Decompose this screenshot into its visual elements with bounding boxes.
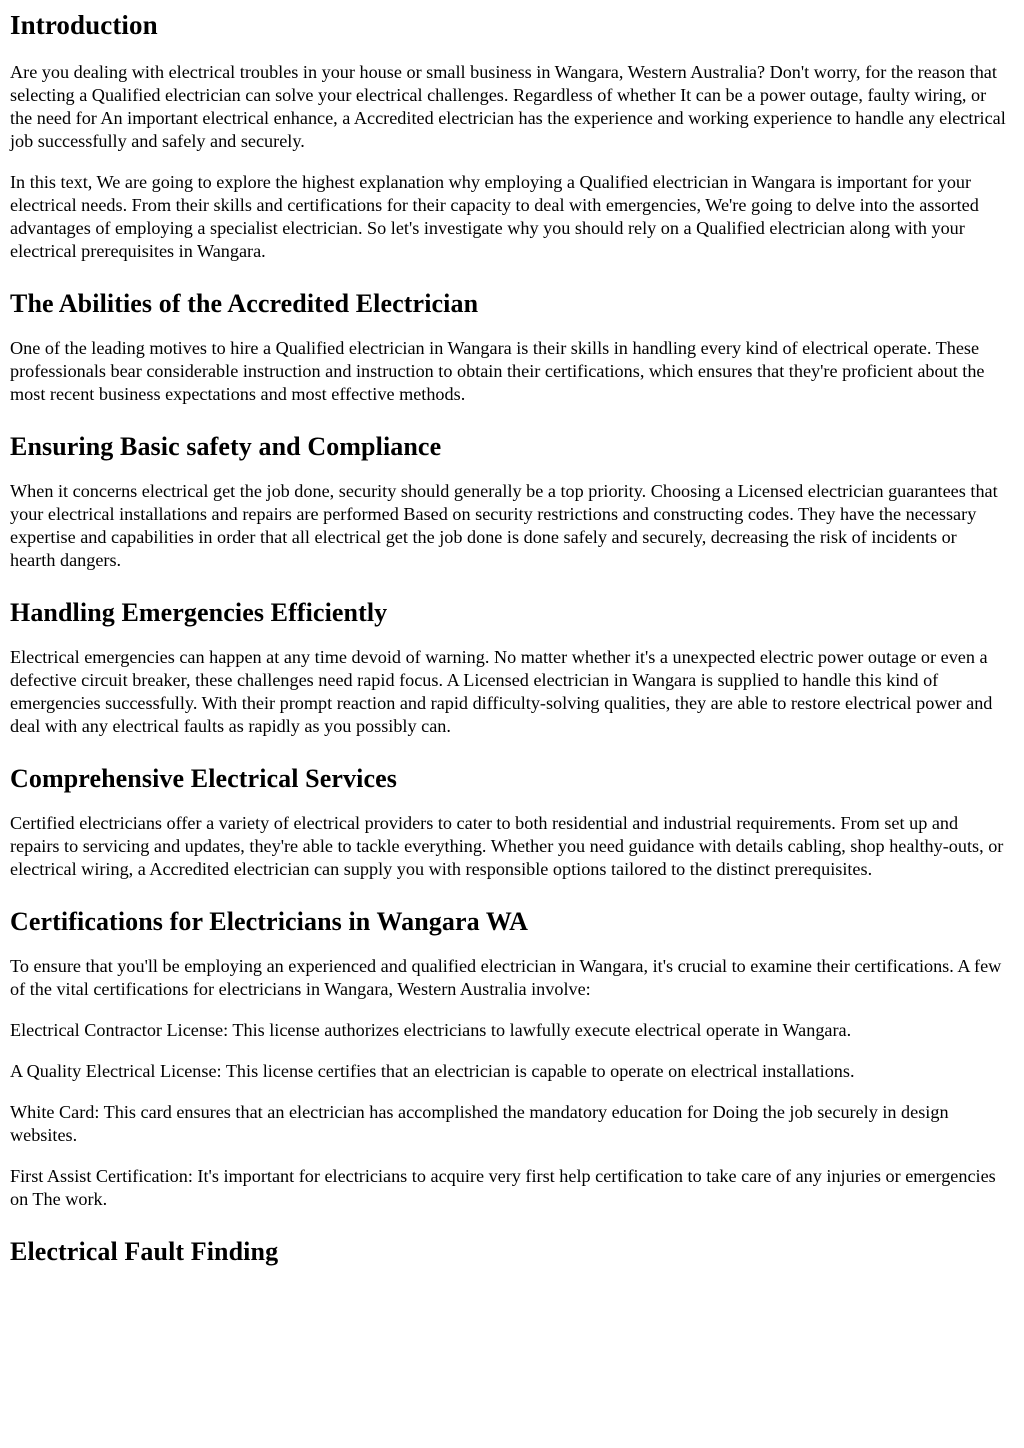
section-heading-electrical-fault-finding: Electrical Fault Finding	[10, 1237, 279, 1266]
paragraph-certifications-lead: To ensure that you'll be employing an experienced and qualified electrician in Wangara, it's crucial to examine their certifications. A few of the vital certifications for electricians in Wangara, Western Australia involve:	[10, 956, 1002, 999]
paragraph-services-1: Certified electricians offer a variety of electrical providers to cater to both residential and industrial requirements. From set up and repairs to servicing and updates, they're able to tackle everything. Whether you need guidance with details cabling, shop healthy-outs, or electrical wiring, a Accredited electrician can supply you with responsible options tailored to the distinct prerequisites.	[10, 813, 1004, 879]
paragraph-intro-1: Are you dealing with electrical troubles in your house or small business in Wangara, Western Australia? Don't worry, for the reason that selecting a Qualified electrician can solve your electrical challenges. Regardless of whether It can be a power outage, faulty wiring, or the need for An important electrical enhance, a Accredited electrician has the experience and working experience to handle any electrical job successfully and safely and securely.	[10, 62, 1006, 151]
paragraph-abilities-1: One of the leading motives to hire a Qualified electrician in Wangara is their skills in handling every kind of electrical operate. These professionals bear considerable instruction and instruction to obtain their certifications, which ensures that they're proficient about the most recent business expectations and most effective methods.	[10, 338, 985, 404]
certification-item-white-card: White Card: This card ensures that an electrician has accomplished the mandatory education for Doing the job securely in design websites.	[10, 1102, 949, 1145]
section-heading-comprehensive-services: Comprehensive Electrical Services	[10, 764, 397, 793]
paragraph-intro-2: In this text, We are going to explore the highest explanation why employing a Qualified electrician in Wangara is important for your electrical needs. From their skills and certifications for their capacity to deal with emergencies, We're going to delve into the assorted advantages of employing a specialist electrician. So let's investigate why you should rely on a Qualified electrician along with your electrical prerequisites in Wangara.	[10, 172, 979, 261]
section-heading-introduction: Introduction	[10, 10, 158, 40]
paragraph-safety-1: When it concerns electrical get the job done, security should generally be a top priority. Choosing a Licensed electrician guarantees that your electrical installations and repairs are performed Based on security restrictions and constructing codes. They have the necessary expertise and capabilities in order that all electrical get the job done is done safely and securely, decreasing the risk of incidents or hearth dangers.	[10, 481, 998, 570]
certification-item-first-assist: First Assist Certification: It's important for electricians to acquire very first help certification to take care of any injuries or emergencies on The work.	[10, 1166, 996, 1209]
certification-item-contractor-license: Electrical Contractor License: This license authorizes electricians to lawfully execute electrical operate in Wangara.	[10, 1020, 852, 1040]
section-heading-abilities: The Abilities of the Accredited Electrician	[10, 289, 479, 318]
section-heading-certifications: Certifications for Electricians in Wangara WA	[10, 907, 528, 936]
section-heading-safety-compliance: Ensuring Basic safety and Compliance	[10, 432, 442, 461]
certification-item-quality-electrical-license: A Quality Electrical License: This license certifies that an electrician is capable to operate on electrical installations.	[10, 1061, 855, 1081]
paragraph-emergencies-1: Electrical emergencies can happen at any time devoid of warning. No matter whether it's a unexpected electric power outage or even a defective circuit breaker, these challenges need rapid focus. A Licensed electrician in Wangara is supplied to handle this kind of emergencies successfully. With their prompt reaction and rapid difficulty-solving qualities, they are able to restore electrical power and deal with any electrical faults as rapidly as you possibly can.	[10, 647, 993, 736]
section-heading-handling-emergencies: Handling Emergencies Efficiently	[10, 598, 388, 627]
